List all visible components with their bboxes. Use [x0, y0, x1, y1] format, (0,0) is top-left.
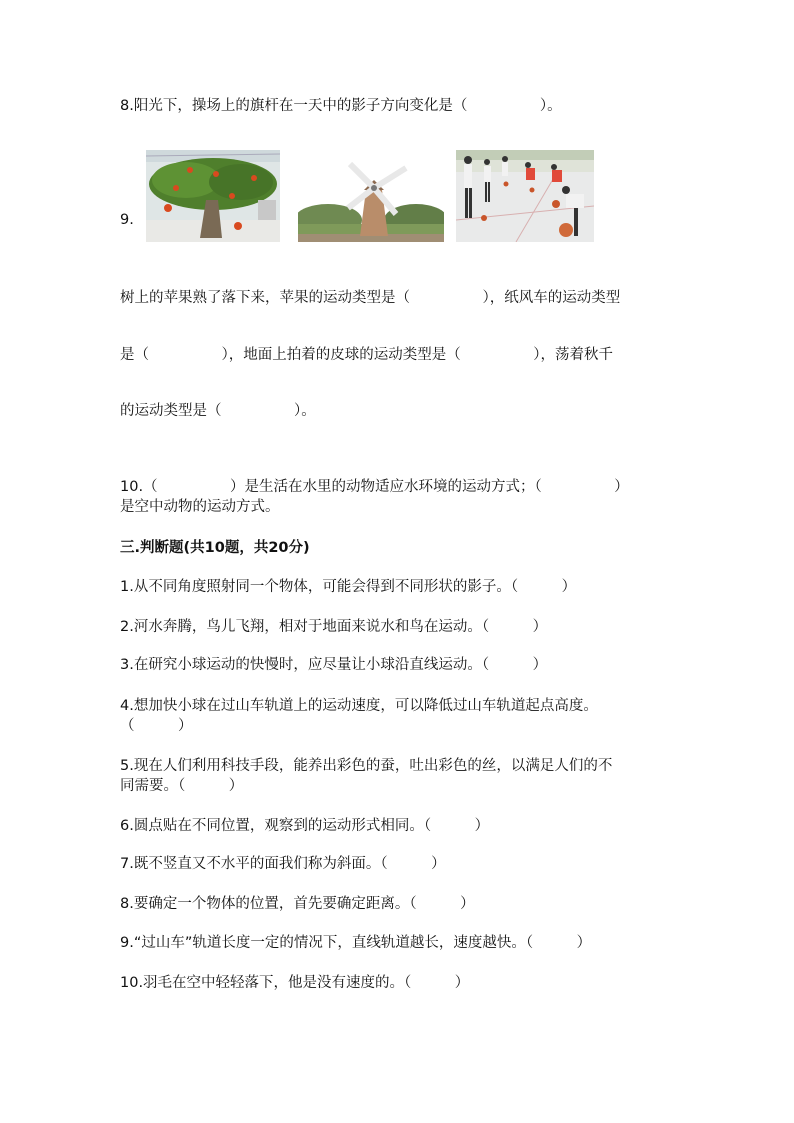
judgment-item-9: 9.“过山车”轨道长度一定的情况下，直线轨道越长，速度越快。（ ） — [120, 935, 592, 951]
windmill-photo-icon — [298, 150, 444, 242]
judgment-item-10: 10.羽毛在空中轻轻落下，他是没有速度的。（ ） — [120, 975, 470, 991]
judgment-item-1: 1.从不同角度照射同一个物体，可能会得到不同形状的影子。（ ） — [120, 579, 577, 595]
q10-line-1: 10.（ ）是生活在水里的动物适应水环境的运动方式；（ ） — [120, 479, 629, 495]
q9-line-3: 的运动类型是（ ）。 — [120, 403, 316, 419]
judgment-item-3: 3.在研究小球运动的快慢时，应尽量让小球沿直线运动。（ ） — [120, 657, 548, 673]
q8-text: 8.阳光下，操场上的旗杆在一天中的影子方向变化是（ ）。 — [120, 98, 562, 114]
judgment-item-6: 6.圆点贴在不同位置，观察到的运动形式相同。（ ） — [120, 818, 490, 834]
judgment-item-4-line-1: 4.想加快小球在过山车轨道上的运动速度，可以降低过山车轨道起点高度。 — [120, 698, 598, 714]
judgment-item-5-line-1: 5.现在人们利用科技手段，能养出彩色的蚕，吐出彩色的丝，以满足人们的不 — [120, 758, 613, 774]
judgment-item-7: 7.既不竖直又不水平的面我们称为斜面。（ ） — [120, 856, 446, 872]
judgment-item-2: 2.河水奔腾，鸟儿飞翔，相对于地面来说水和鸟在运动。（ ） — [120, 619, 548, 635]
q9-number: 9. — [120, 212, 134, 228]
q10-line-2: 是空中动物的运动方式。 — [120, 499, 280, 515]
judgment-item-4-line-2: （ ） — [120, 718, 193, 734]
judgment-item-5-line-2: 同需要。（ ） — [120, 778, 244, 794]
section-3-title: 三.判断题(共10题，共20分) — [120, 540, 310, 556]
q9-line-2: 是（ ），地面上拍着的皮球的运动类型是（ ），荡着秋千 — [120, 347, 613, 363]
judgment-item-8: 8.要确定一个物体的位置，首先要确定距离。（ ） — [120, 896, 475, 912]
children-bouncing-balls-photo-icon — [456, 150, 594, 242]
q9-line-1: 树上的苹果熟了落下来，苹果的运动类型是（ ），纸风车的运动类型 — [120, 290, 621, 306]
apple-tree-photo-icon — [146, 150, 280, 242]
